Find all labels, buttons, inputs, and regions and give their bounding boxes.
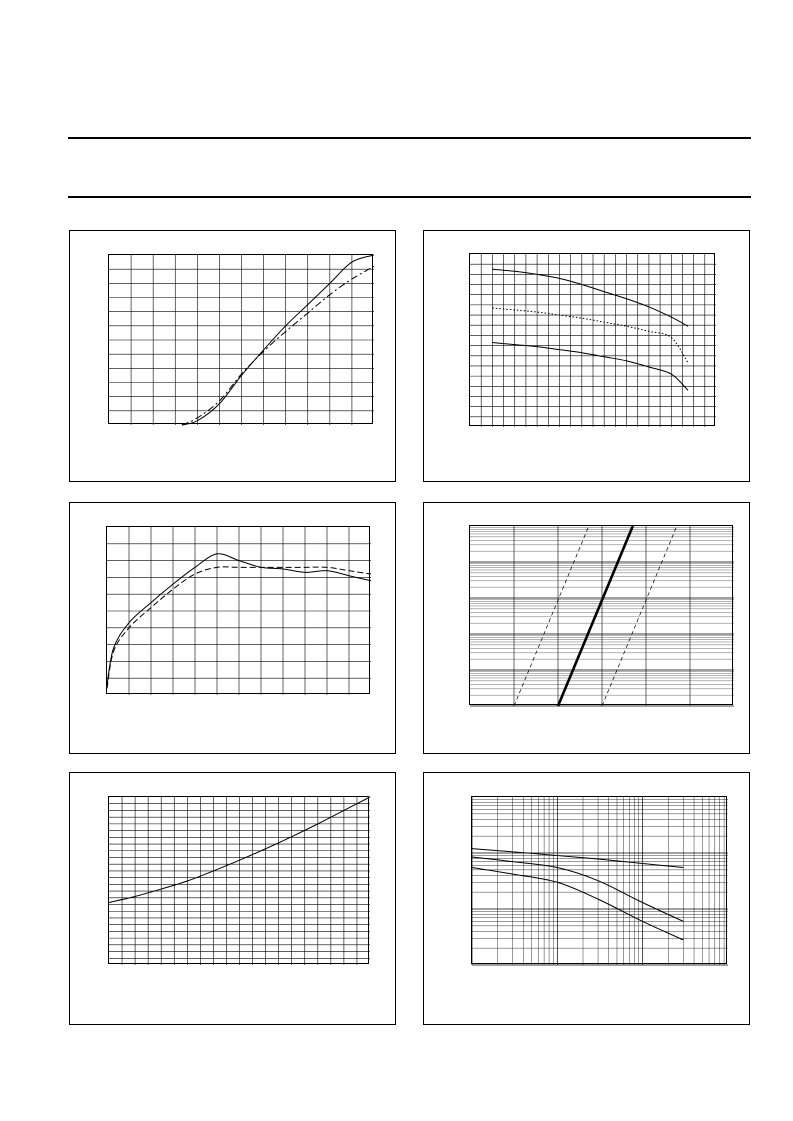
- chart-3: [107, 527, 371, 695]
- plot-area-2: [469, 253, 715, 426]
- figure-panel-2: [423, 230, 750, 482]
- series-line-1: [472, 849, 683, 868]
- series-line-1: [492, 269, 688, 326]
- series-line-2: [558, 526, 633, 706]
- plot-area-6: [471, 796, 727, 964]
- grid: [470, 526, 734, 706]
- series-line-3: [602, 526, 677, 706]
- plot-area-3: [106, 526, 370, 694]
- series-line-3: [492, 343, 688, 391]
- figure-panel-1: [69, 230, 396, 482]
- grid: [470, 254, 716, 427]
- figure-panel-4: [423, 502, 750, 754]
- figure-panel-6: [423, 772, 750, 1025]
- chart-6: [472, 797, 728, 965]
- figure-panel-3: [69, 502, 396, 754]
- header-rule-bottom: [68, 196, 751, 198]
- grid: [109, 797, 370, 965]
- grid: [109, 255, 374, 425]
- plot-area-4: [469, 525, 733, 705]
- chart-1: [109, 255, 374, 425]
- plot-area-1: [108, 254, 373, 424]
- plot-area-5: [108, 796, 369, 964]
- header-rule-top: [68, 137, 751, 139]
- chart-5: [109, 797, 370, 965]
- figure-panel-5: [69, 772, 396, 1025]
- series-line-1: [514, 526, 589, 706]
- chart-2: [470, 254, 716, 427]
- series-line-3: [472, 868, 683, 940]
- chart-4: [470, 526, 734, 706]
- series-line-2: [182, 266, 374, 425]
